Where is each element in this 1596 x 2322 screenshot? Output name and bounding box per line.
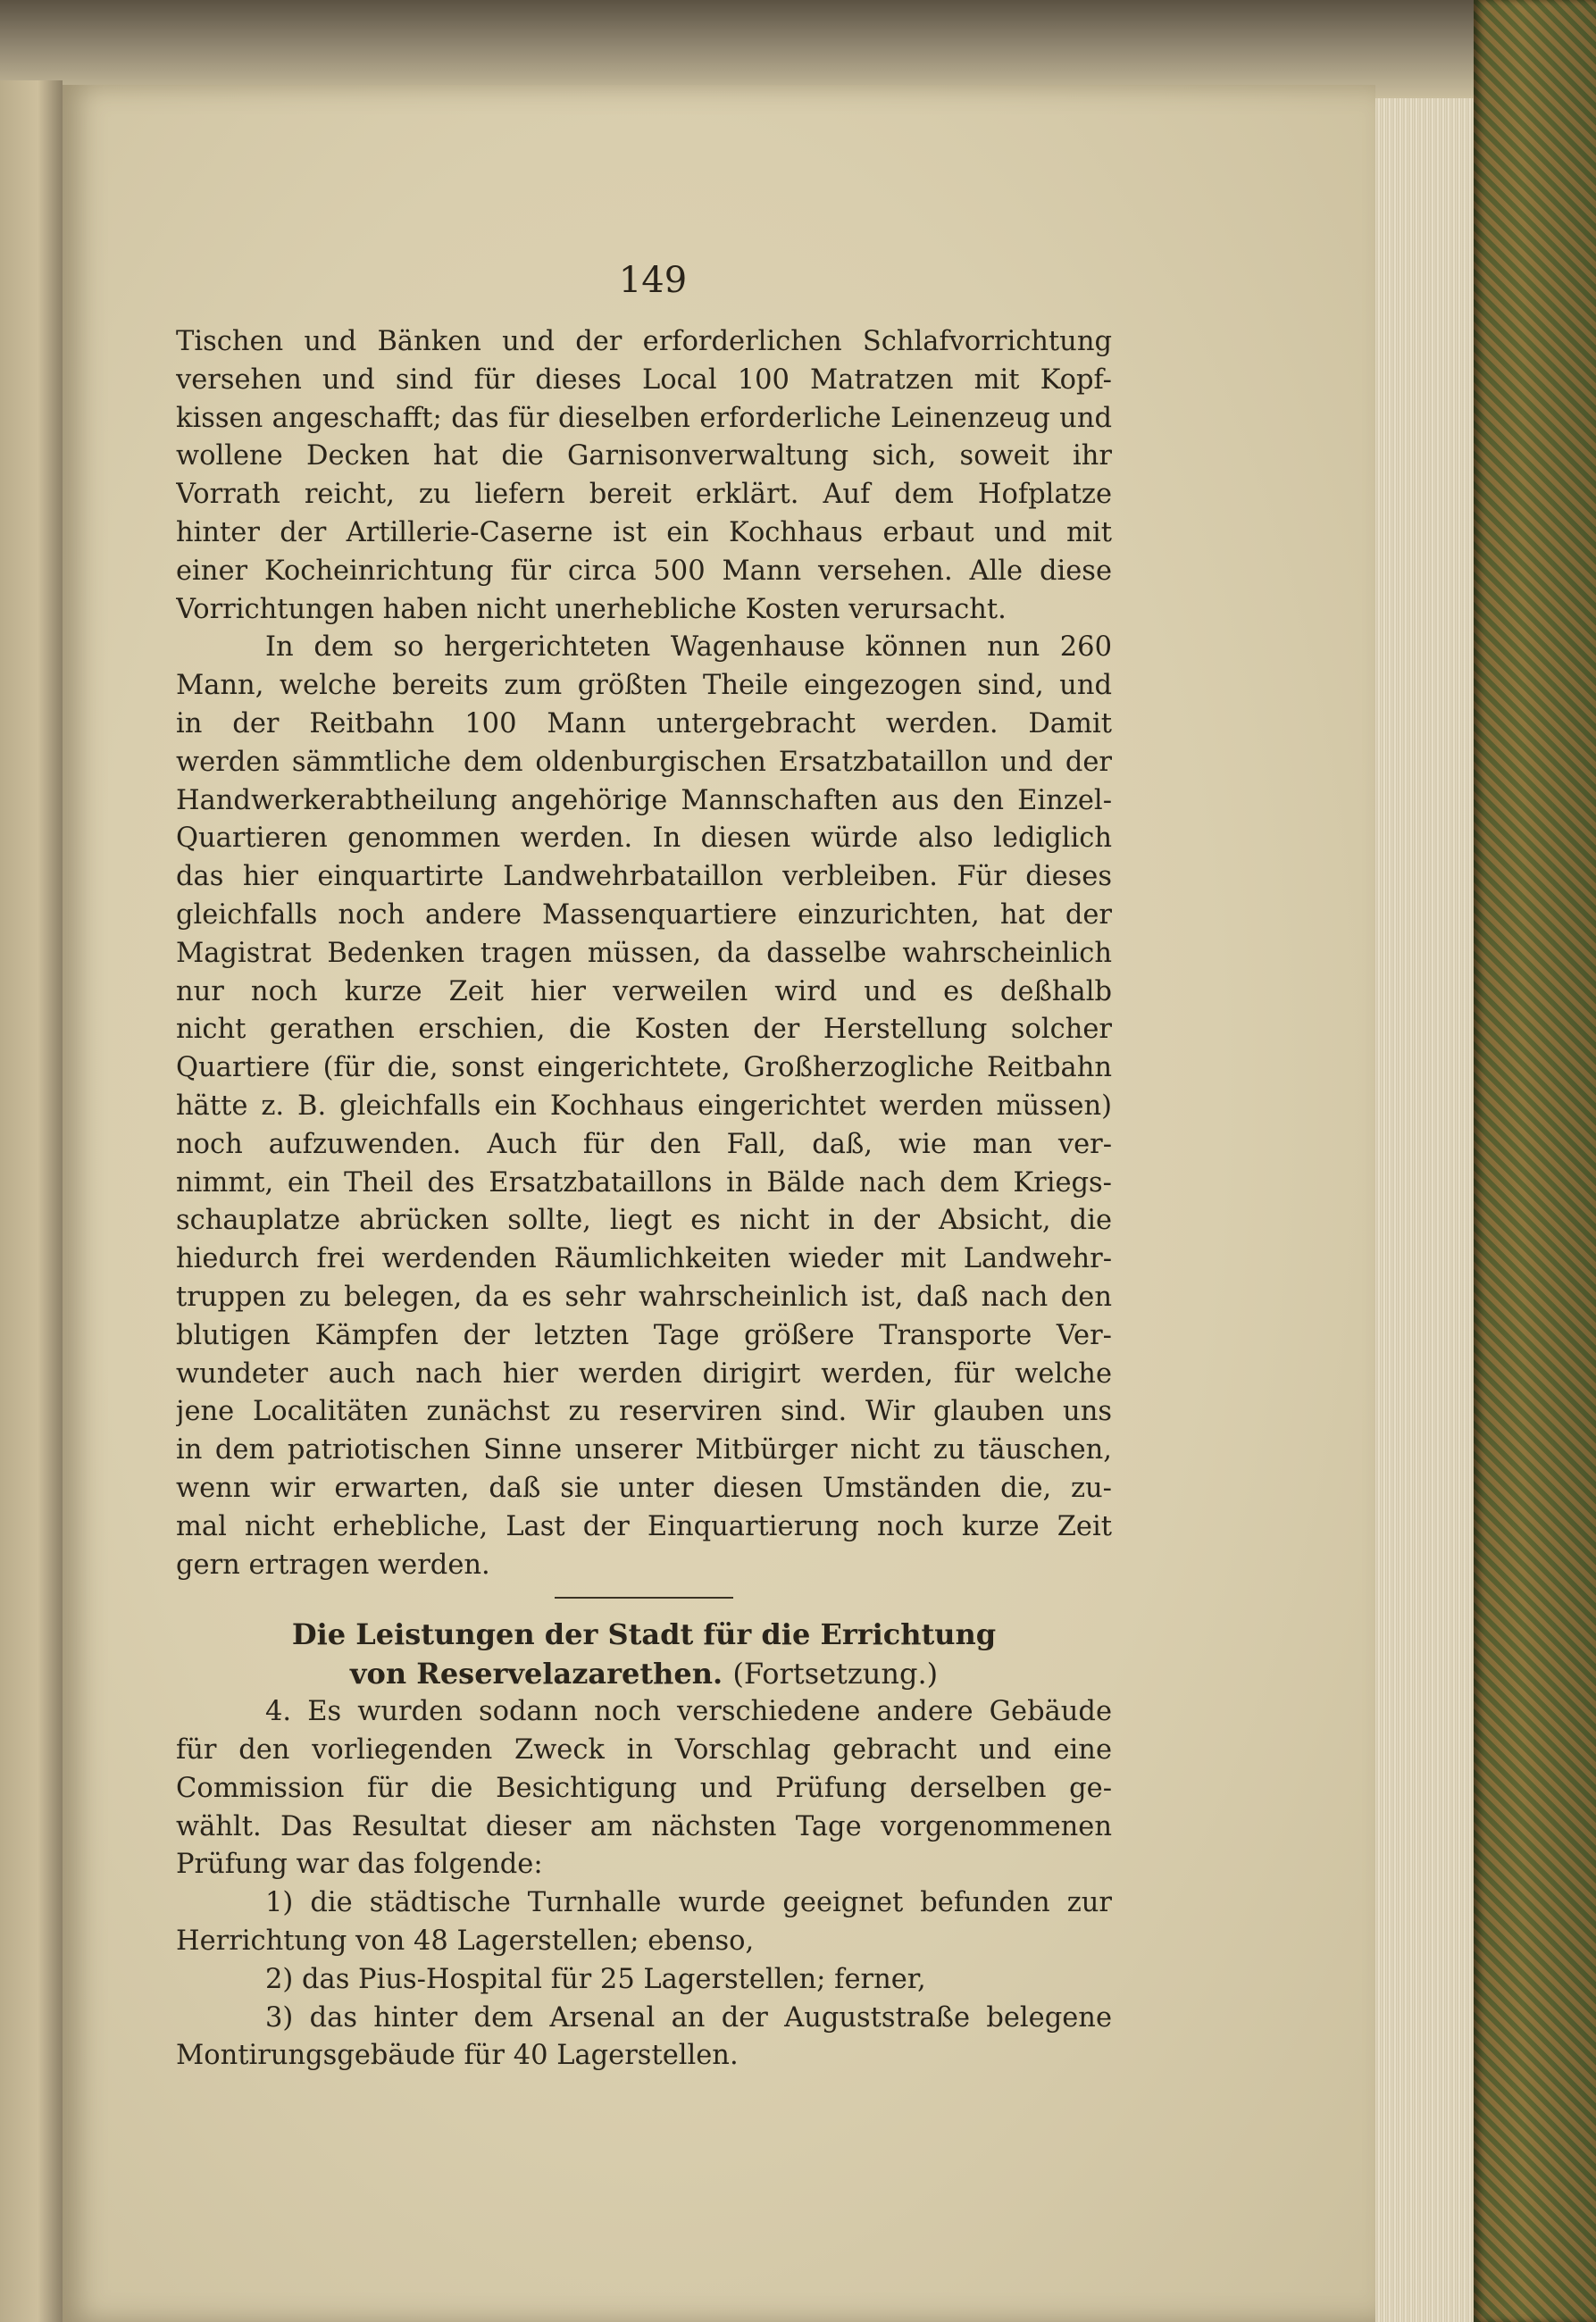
text-line: nicht gerathen erschien, die Kosten der Herstellung solcher [176,1014,1112,1046]
text-line: gleichfalls noch andere Massenquartiere einzurichten, hat der [176,898,1112,931]
text-line: wählt. Das Resultat dieser am nächsten Tage vorgenommenen [176,1810,1112,1842]
paragraph-wagenhaus [176,629,1112,1584]
text-line: blutigen Kämpfen der letzten Tage größere Transporte Ver- [176,1319,1112,1351]
heading-continuation-note: (Fortsetzung.) [732,1657,939,1691]
text-line: hätte z. B. gleichfalls ein Kochhaus eingerichtet werden müssen) [176,1090,1112,1122]
facing-page-edge [0,80,63,2322]
list-item-continuation: Herrichtung von 48 Lagerstellen; ebenso, [176,1925,755,1958]
text-line: Handwerkerabtheilung angehörige Mannschaften aus den Einzel- [176,784,1112,816]
paragraph-commission [176,1693,1112,1884]
text-line: wundeter auch nach hier werden dirigirt werden, für welche [176,1357,1112,1390]
text-line: nur noch kurze Zeit hier verweilen wird und es deßhalb [176,975,1112,1007]
text-line: das hier einquartirte Landwehrbataillon verbleiben. Für dieses [176,861,1112,893]
text-line: kissen angeschafft; das für dieselben erforderliche Leinenzeug und [176,402,1112,434]
text-line: Prüfung war das folgende: [176,1849,543,1881]
text-line: 4. Es wurden sodann noch verschiedene andere Gebäude [265,1696,1112,1728]
list-item: 1) die städtische Turnhalle wurde geeignet befunden zur [265,1887,1112,1919]
numbered-list [176,1884,1112,2076]
text-line: Tischen und Bänken und der erforderlichen Schlafvorrichtung [176,326,1112,357]
text-line: werden sämmtliche dem oldenburgischen Ersatzbataillon und der [176,746,1112,778]
text-line: versehen und sind für dieses Local 100 Matratzen mit Kopf- [176,363,1112,396]
heading-title-line: Die Leistungen der Stadt für die Errichtung [291,1617,997,1652]
paragraph-continuation [176,323,1112,629]
text-line: hiedurch frei werdenden Räumlichkeiten wieder mit Landwehr- [176,1243,1112,1275]
text-line: Quartieren genommen werden. In diesen würde also lediglich [176,823,1112,855]
text-line: noch aufzuwenden. Auch für den Fall, daß, wie man ver- [176,1128,1112,1160]
text-line: in der Reitbahn 100 Mann untergebracht werden. Damit [176,707,1112,739]
text-line: Vorrath reicht, zu liefern bereit erklärt. Auf dem Hofplatze [176,479,1112,511]
text-line: jene Localitäten zunächst zu reserviren sind. Wir glauben uns [176,1396,1112,1428]
page-number: 149 [618,260,688,301]
list-item-continuation: Montirungsgebäude für 40 Lagerstellen. [176,2040,739,2072]
text-line: nimmt, ein Theil des Ersatzbataillons in Bälde nach dem Kriegs- [176,1166,1112,1199]
list-item: 3) das hinter dem Arsenal an der Auguststraße belegene [265,2001,1112,2034]
text-line: Mann, welche bereits zum größten Theile eingezogen sind, und [176,670,1112,702]
text-line: gern ertragen werden. [176,1549,490,1581]
text-line: hinter der Artillerie-Caserne ist ein Kochhaus erbaut und mit [176,516,1112,548]
text-line: Commission für die Besichtigung und Prüfung derselben ge- [176,1772,1112,1804]
page-stack-edges [1375,98,1474,2322]
text-line: in dem patriotischen Sinne unserer Mitbürger nicht zu täuschen, [176,1434,1112,1466]
page-content [176,257,1112,2076]
section-divider [555,1597,733,1599]
text-line: mal nicht erhebliche, Last der Einquartierung noch kurze Zeit [176,1510,1112,1542]
text-line: schauplatze abrücken sollte, liegt es nicht in der Absicht, die [176,1205,1112,1237]
marbled-cover [1474,0,1596,2322]
text-line: einer Kocheinrichtung für circa 500 Mann versehen. Alle diese [176,555,1112,587]
text-line: Quartiere (für die, sonst eingerichtete, Großherzogliche Reitbahn [176,1052,1112,1084]
list-item: 2) das Pius-Hospital für 25 Lagerstellen; ferner, [265,1963,926,1995]
section-heading [176,1615,1112,1693]
text-line: In dem so hergerichteten Wagenhause können nun 260 [265,631,1112,664]
text-line: für den vorliegenden Zweck in Vorschlag gebracht und eine [176,1734,1112,1767]
heading-title-line-2 [176,1654,1112,1693]
text-line: Vorrichtungen haben nicht unerhebliche Kosten verursacht. [176,593,1007,625]
heading-title-bold: von Reservelazarethen. [349,1657,723,1691]
text-line: Magistrat Bedenken tragen müssen, da dasselbe wahrscheinlich [176,937,1112,969]
text-line: wollene Decken hat die Garnisonverwaltung sich, soweit ihr [176,440,1112,472]
text-line: truppen zu belegen, da es sehr wahrscheinlich ist, daß nach den [176,1281,1112,1313]
text-line: wenn wir erwarten, daß sie unter diesen Umständen die, zu- [176,1472,1112,1504]
book-top-edge [0,0,1596,98]
